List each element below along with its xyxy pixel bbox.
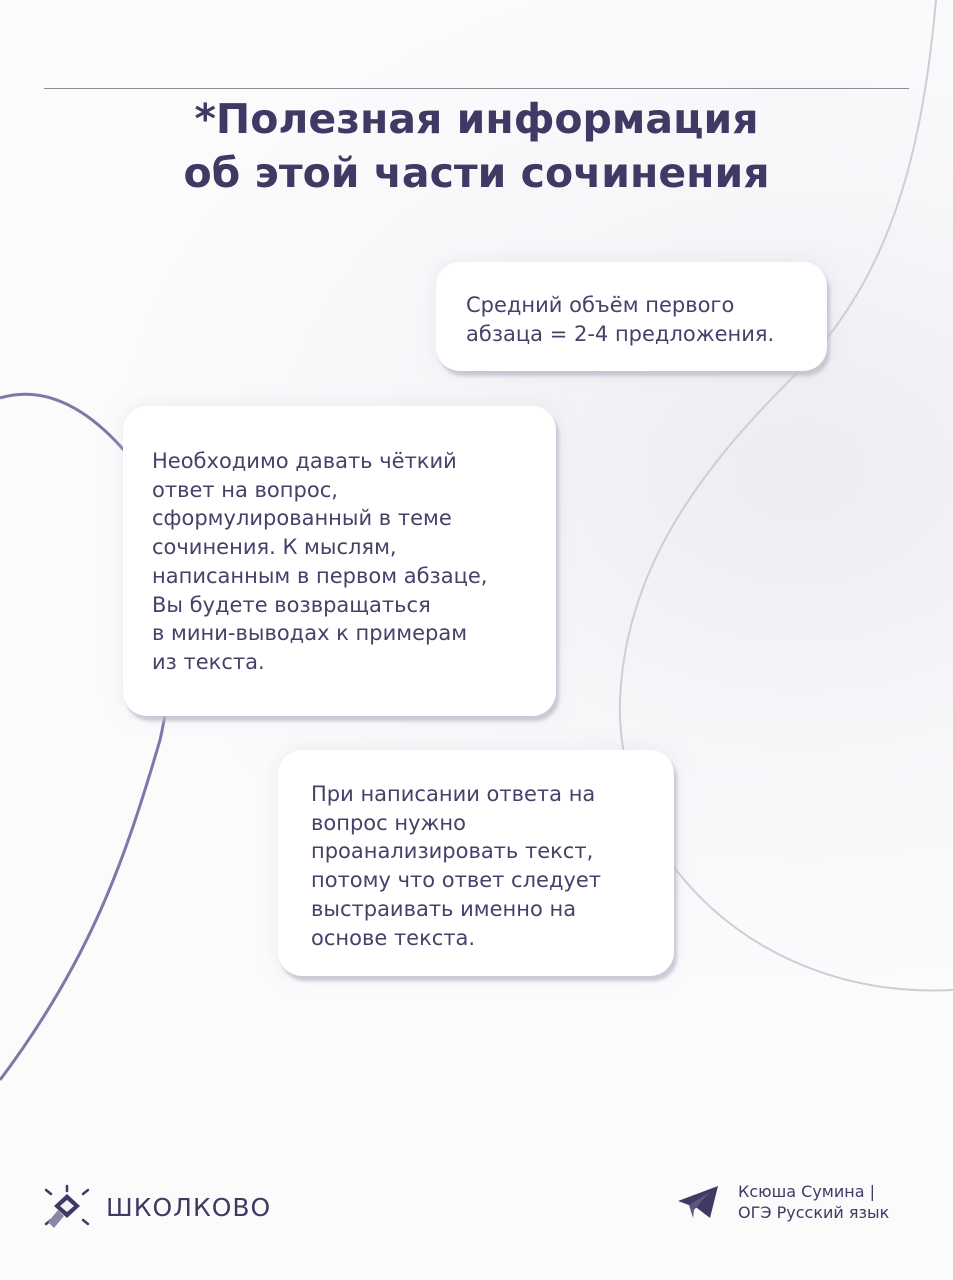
title-line: *Полезная информация bbox=[194, 95, 759, 143]
shkolkovo-logo-icon bbox=[42, 1184, 92, 1230]
card-text-line: Средний объём первого bbox=[466, 293, 735, 317]
card-text-line: основе текста. bbox=[311, 925, 476, 950]
card-text-line: Вы будете возвращаться bbox=[152, 592, 431, 617]
course-name: ОГЭ Русский язык bbox=[738, 1203, 890, 1222]
info-card-paragraph-length bbox=[436, 262, 827, 371]
card-text-line: потому что ответ следует bbox=[311, 868, 602, 893]
info-card-clear-answer bbox=[123, 406, 556, 716]
card-text-line: абзаца = 2-4 предложения. bbox=[466, 321, 775, 346]
card-text-line: вопрос нужно bbox=[311, 810, 467, 835]
card-text bbox=[152, 447, 556, 677]
card-text-line: в мини-выводах к примерам bbox=[152, 621, 468, 646]
logo-text: ШКОЛКОВО bbox=[106, 1192, 272, 1222]
card-text-line: Необходимо давать чёткий bbox=[152, 449, 457, 473]
card-text bbox=[466, 291, 827, 348]
info-card-analyze-text bbox=[278, 750, 674, 976]
card-text-line: выстраивать именно на bbox=[311, 896, 577, 921]
card-text-line: из текста. bbox=[152, 649, 265, 674]
title-line: об этой части сочинения bbox=[183, 149, 770, 197]
shkolkovo-logo bbox=[42, 1184, 271, 1230]
author-block bbox=[676, 1181, 889, 1223]
card-text-line: проанализировать текст, bbox=[311, 839, 594, 864]
card-text-line: ответ на вопрос, bbox=[152, 477, 338, 502]
author-name: Ксюша Сумина | bbox=[738, 1182, 876, 1201]
card-text-line: При написании ответа на bbox=[311, 782, 596, 806]
author-info bbox=[738, 1181, 889, 1223]
page-title bbox=[0, 92, 953, 200]
top-divider bbox=[44, 88, 909, 89]
card-text bbox=[311, 780, 674, 952]
telegram-icon bbox=[676, 1184, 720, 1220]
card-text-line: сформулированный в теме bbox=[152, 506, 452, 531]
card-text-line: сочинения. К мыслям, bbox=[152, 535, 397, 560]
card-text-line: написанным в первом абзаце, bbox=[152, 563, 488, 588]
